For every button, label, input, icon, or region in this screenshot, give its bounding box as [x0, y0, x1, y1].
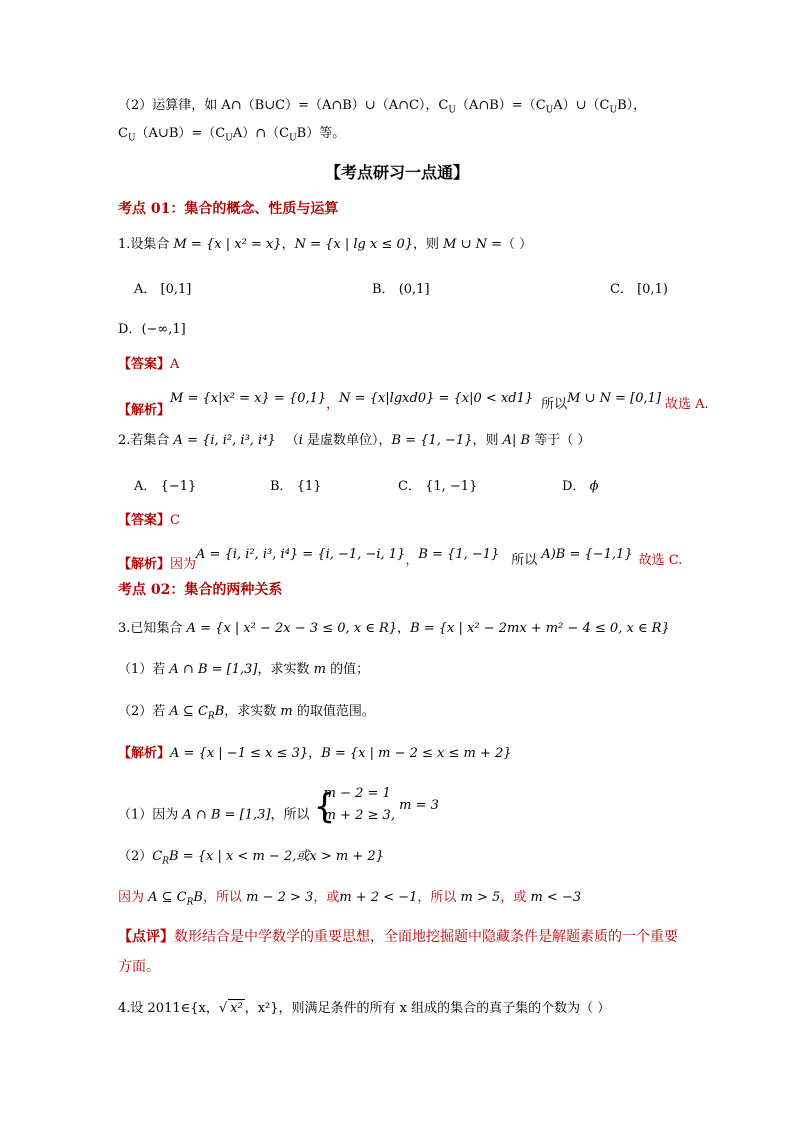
comment-text: 数形结合是中学数学的重要思想，全面地挖掘题中隐藏条件是解题素质的一个重要 — [174, 929, 678, 945]
q3-solution-2 — [118, 848, 384, 871]
q1-option-a — [134, 278, 191, 297]
question-3-stem — [118, 620, 670, 638]
q1-answer — [118, 356, 179, 374]
option-label: A． — [134, 479, 157, 494]
q3-solution-1 — [118, 786, 439, 835]
subscript: U — [127, 133, 136, 144]
question-1-stem — [118, 236, 532, 254]
option-label: C． — [610, 282, 633, 297]
text: （1）因为 — [118, 807, 183, 823]
option-value: [0,1) — [637, 282, 668, 297]
stem-text: ，则 — [413, 237, 444, 252]
option-label: D． — [562, 479, 586, 494]
math-expr: A = {x | −1 ≤ x ≤ 3} — [170, 746, 309, 761]
q2-analysis — [118, 547, 683, 572]
stem-text: ， — [281, 237, 295, 252]
text: （2）若 — [118, 704, 170, 719]
math-expr: m = 3 — [399, 797, 439, 813]
intro-text: B）， — [617, 98, 647, 113]
text: （2） — [118, 849, 153, 864]
equation-system — [313, 786, 395, 834]
subscript: U — [609, 105, 618, 116]
q3-solution-3 — [118, 889, 581, 912]
math-expr: M = {x|x² = x} = {0,1} — [170, 391, 327, 406]
option-value: ϕ — [589, 479, 599, 494]
subscript: R — [186, 897, 194, 908]
analysis-label: 【解析】 — [118, 403, 171, 418]
q1-option-b — [372, 278, 430, 297]
answer-label: 【答案】 — [118, 513, 171, 528]
math-expr: A| B — [502, 433, 531, 448]
text: ，所以 — [270, 807, 310, 823]
stem-text: 等于（ ） — [530, 433, 591, 448]
q2-answer — [118, 512, 180, 530]
brace-icon: { — [313, 787, 336, 827]
option-value: {−1} — [160, 479, 197, 494]
option-value: {1} — [296, 479, 322, 494]
stem-text: 4.设 2011∈{x， — [118, 1001, 219, 1016]
intro-text: A）∩（C — [232, 126, 290, 141]
text: 的值； — [325, 662, 370, 677]
subscript: U — [448, 105, 456, 116]
math-expr: m − 2 > 3 — [246, 890, 314, 905]
intro-text: B）等。 — [296, 126, 346, 141]
equation-row: m − 2 = 1 — [323, 786, 391, 801]
text: 所以 — [541, 397, 568, 412]
math-expr: B = {1, −1} — [418, 547, 500, 562]
q3-part-2 — [118, 703, 375, 726]
stem-text: ，x²}，则满足条件的所有 x 组成的集合的真子集的个数为（ ） — [244, 1001, 611, 1016]
answer-value: C — [170, 513, 180, 528]
question-2-stem — [118, 432, 590, 450]
topic-heading-2: 考点 02：集合的两种关系 — [118, 582, 283, 598]
sqrt-icon: √ — [218, 1001, 228, 1016]
math-expr: x² — [230, 1001, 243, 1016]
intro-text: （A∪B）=（C — [135, 126, 226, 141]
option-value: (0,1] — [398, 282, 430, 297]
q2-option-b — [270, 475, 322, 494]
math-expr: m < −3 — [530, 890, 582, 905]
option-label: A． — [134, 282, 157, 297]
text: 因为 — [170, 557, 197, 572]
text: 因为 — [118, 890, 149, 905]
subscript: U — [545, 105, 554, 116]
math-expr: m + 2 < −1 — [339, 890, 418, 905]
option-label: B． — [372, 282, 395, 297]
math-expr: A = {i, i², i³, i⁴} = {i, −1, −i, 1} — [196, 547, 406, 562]
stem-text: ， — [397, 621, 411, 636]
stem-text: 2.若集合 — [118, 433, 174, 448]
intro-line-1 — [118, 97, 646, 120]
stem-text: 是虚数单位）， — [302, 433, 392, 448]
q1-option-c — [610, 278, 668, 297]
math-expr: B = {x | x < m − 2,或x > m + 2} — [169, 849, 384, 864]
text: ，所以 — [202, 890, 247, 905]
stem-text: 3.已知集合 — [118, 621, 187, 636]
math-expr: m — [280, 704, 293, 719]
text: ，或 — [313, 890, 340, 905]
math-expr: m — [313, 662, 326, 677]
math-expr: B — [193, 890, 203, 905]
math-expr: A = {x | x² − 2x − 3 ≤ 0, x ∈ R} — [186, 621, 398, 636]
choose-text: 故选 A. — [664, 397, 709, 412]
intro-line-2 — [118, 125, 345, 148]
math-expr: B = {1, −1} — [391, 433, 473, 448]
subscript: R — [162, 856, 170, 867]
q2-option-d — [562, 475, 598, 494]
stem-text: （ ） — [502, 237, 533, 252]
q1-option-d — [118, 318, 186, 337]
stem-text: ，则 — [472, 433, 503, 448]
text: 的取值范围。 — [292, 704, 375, 719]
subscript: U — [225, 133, 233, 144]
topic-heading-1: 考点 01：集合的概念、性质与运算 — [118, 201, 339, 217]
stem-text: （ — [285, 433, 299, 448]
choose-text: 故选 C. — [638, 553, 683, 568]
intro-text: （2）运算律，如 A∩（B∪C）=（A∩B）∪（A∩C），C — [118, 98, 449, 113]
q3-comment — [118, 928, 678, 946]
analysis-label: 【解析】 — [118, 557, 171, 572]
math-expr: N = {x | lg x ≤ 0} — [294, 237, 414, 252]
option-value: [0,1] — [160, 282, 192, 297]
text: 所以 — [511, 553, 538, 568]
subscript: U — [289, 133, 297, 144]
math-expr: B — [214, 704, 225, 719]
text: ，求实数 — [257, 662, 314, 677]
math-expr: C — [152, 849, 163, 864]
analysis-label: 【解析】 — [118, 746, 171, 761]
option-label: D． — [118, 322, 142, 337]
separator: ， — [326, 397, 340, 412]
math-expr: A ∩ B = [1,3] — [182, 807, 271, 823]
text: （1）若 — [118, 662, 170, 677]
option-label: B． — [270, 479, 293, 494]
option-value: {1, −1} — [425, 479, 478, 494]
intro-text: A）∪（C — [553, 98, 610, 113]
q3-analysis — [118, 745, 512, 763]
math-expr: N = {x|lgxd0} = {x|0 < xd1} — [339, 391, 534, 406]
text: ，求实数 — [224, 704, 281, 719]
section-title: 【考点研习一点通】 — [324, 163, 469, 182]
q3-part-1 — [118, 661, 369, 679]
answer-label: 【答案】 — [118, 357, 171, 372]
subscript: R — [207, 711, 215, 722]
stem-text: 1.设集合 — [118, 237, 174, 252]
math-expr: m > 5 — [460, 890, 501, 905]
math-expr: A)B = {−1,1} — [541, 547, 633, 562]
q3-comment-cont: 方面。 — [118, 959, 160, 975]
q1-analysis — [118, 391, 709, 418]
intro-text: C — [118, 126, 128, 141]
q2-option-c — [398, 475, 477, 494]
math-expr: M ∪ N = — [443, 237, 503, 252]
q2-option-a — [134, 475, 196, 494]
text: ， — [308, 746, 322, 761]
math-expr: B = {x | x² − 2mx + m² − 4 ≤ 0, x ∈ R} — [410, 621, 670, 636]
comment-label: 【点评】 — [118, 929, 174, 945]
equation-row: m + 2 ≥ 3, — [323, 808, 395, 823]
separator: ， — [405, 553, 419, 568]
math-expr: A ⊆ C — [148, 890, 187, 905]
math-expr: A = {i, i², i³, i⁴} — [173, 433, 276, 448]
option-label: C． — [398, 479, 421, 494]
math-expr: M = {x | x² = x} — [173, 237, 282, 252]
text: ，或 — [500, 890, 531, 905]
text: ，所以 — [417, 890, 461, 905]
math-expr: M ∪ N = [0,1] — [567, 391, 661, 406]
question-4-stem — [118, 999, 610, 1018]
math-expr: B = {x | m − 2 ≤ x ≤ m + 2} — [321, 746, 512, 761]
math-expr: A ∩ B = [1,3] — [169, 662, 258, 677]
answer-value: A — [170, 357, 180, 372]
intro-text: （A∩B）=（C — [455, 98, 546, 113]
math-expr: i — [298, 433, 303, 448]
option-value: (−∞,1] — [141, 322, 186, 337]
math-expr: A ⊆ C — [169, 704, 208, 719]
